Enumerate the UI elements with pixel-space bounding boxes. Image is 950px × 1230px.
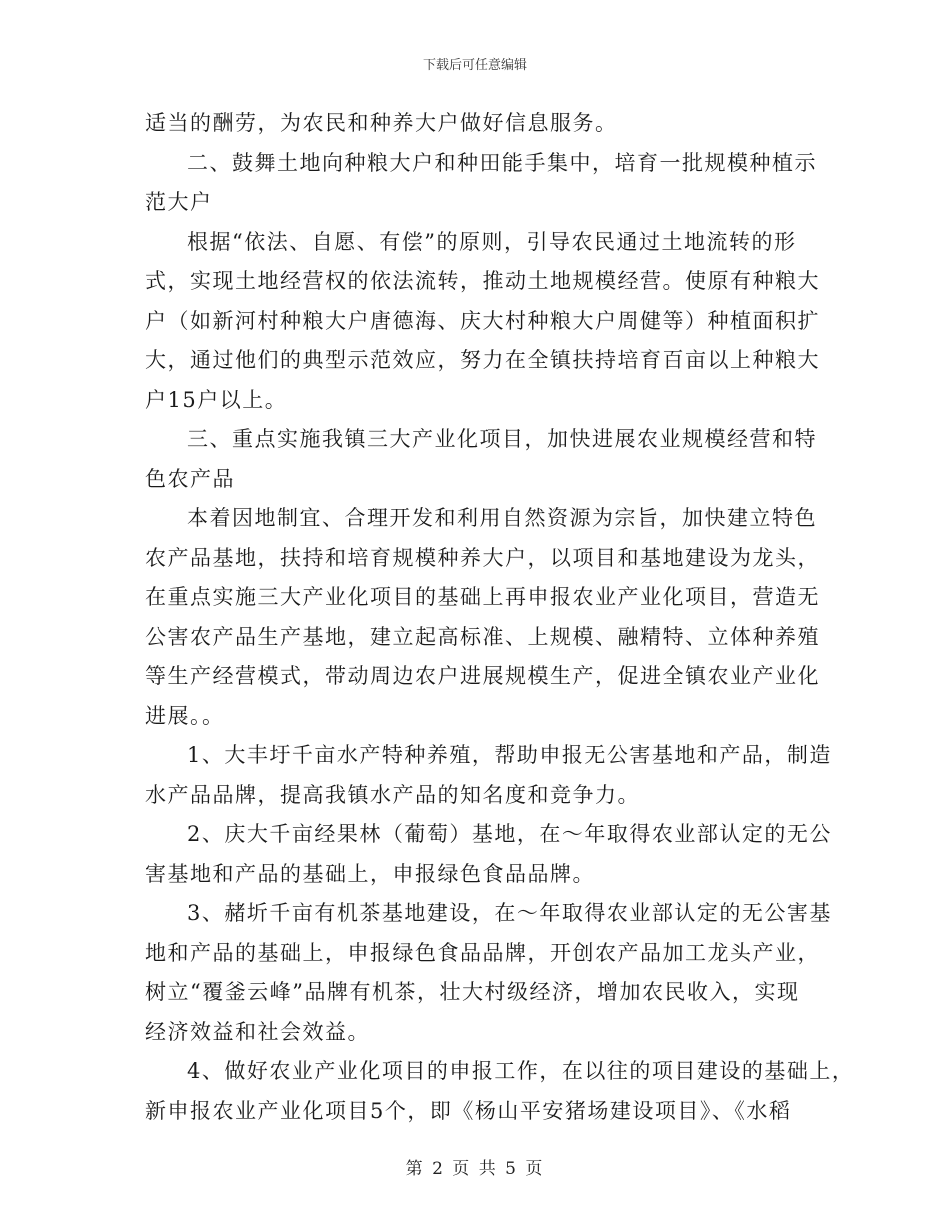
text-line: 根据“依法、自愿、有偿”的原则，引导农民通过土地流转的形 (187, 229, 797, 254)
text-line: 1、大丰圩千亩水产特种养殖，帮助申报无公害基地和产品，制造 (187, 743, 832, 767)
text-line: 户（如新河村种粮大户唐德海、庆大村种粮大户周健等）种植面积扩 (145, 308, 820, 333)
page-number: 第 2 页 共 5 页 (405, 1159, 545, 1179)
text-line: 地和产品的基础上，申报绿色食品品牌，开创农产品加工龙头产业， (145, 940, 820, 965)
text-line: 新申报农业产业化项目5个，即《杨山平安猪场建设项目》、《水稻 (145, 1098, 792, 1123)
text-line: 式，实现土地经营权的依法流转，推动土地规模经营。使原有种粮大 (145, 269, 820, 293)
text-line: 适当的酬劳，为农民和种养大户做好信息服务。 (145, 111, 618, 135)
paragraph (145, 223, 820, 421)
text-line: 树立“覆釜云峰”品牌有机茶，壮大村级经济，增加农民收入，实现 (145, 980, 800, 1004)
paragraph (145, 104, 810, 144)
section-heading-2 (145, 144, 817, 223)
text-line: 二、鼓舞土地向种粮大户和种田能手集中，培育一批规模种植示 (187, 150, 817, 175)
section-heading-3 (145, 420, 817, 499)
text-line: 等生产经营模式，带动周边农户进展规模生产，促进全镇农业产业化 (145, 664, 820, 688)
document-body (145, 104, 855, 1131)
list-item-3 (145, 894, 832, 1052)
text-line: 大，通过他们的典型示范效应，努力在全镇扶持培育百亩以上种粮大 (145, 348, 820, 372)
text-line: 经济效益和社会效益。 (145, 1019, 370, 1044)
text-line: 范大户 (145, 190, 213, 214)
text-line: 水产品品牌，提高我镇水产品的知名度和竞争力。 (145, 782, 640, 807)
text-line: 色农产品 (145, 466, 235, 491)
text-line: 在重点实施三大产业化项目的基础上再申报农业产业化项目，营造无 (145, 585, 820, 609)
paragraph (145, 499, 820, 736)
text-line: 农产品基地，扶持和培育规模种养大户，以项目和基地建设为龙头， (145, 545, 820, 570)
text-line: 进展。。 (145, 703, 225, 728)
list-item-1 (145, 736, 832, 815)
text-line: 3、赭圻千亩有机茶基地建设，在～年取得农业部认定的无公害基 (187, 901, 832, 925)
text-line: 三、重点实施我镇三大产业化项目，加快进展农业规模经营和特 (187, 427, 817, 451)
text-line: 本着因地制宜、合理开发和利用自然资源为宗旨，加快建立特色 (187, 506, 817, 530)
page-header: 下载后可任意编辑 (422, 58, 527, 73)
list-item-4 (145, 1052, 855, 1131)
text-line: 2、庆大千亩经果林（葡萄）基地，在～年取得农业部认定的无公 (187, 822, 832, 846)
text-line: 公害农产品生产基地，建立起高标准、上规模、融精特、立体种养殖 (145, 624, 820, 649)
list-item-2 (145, 815, 832, 894)
text-line: 害基地和产品的基础上，申报绿色食品品牌。 (145, 861, 595, 886)
text-line: 4、做好农业产业化项目的申报工作，在以往的项目建设的基础上， (187, 1059, 855, 1083)
text-line: 户15户以上。 (145, 387, 288, 412)
